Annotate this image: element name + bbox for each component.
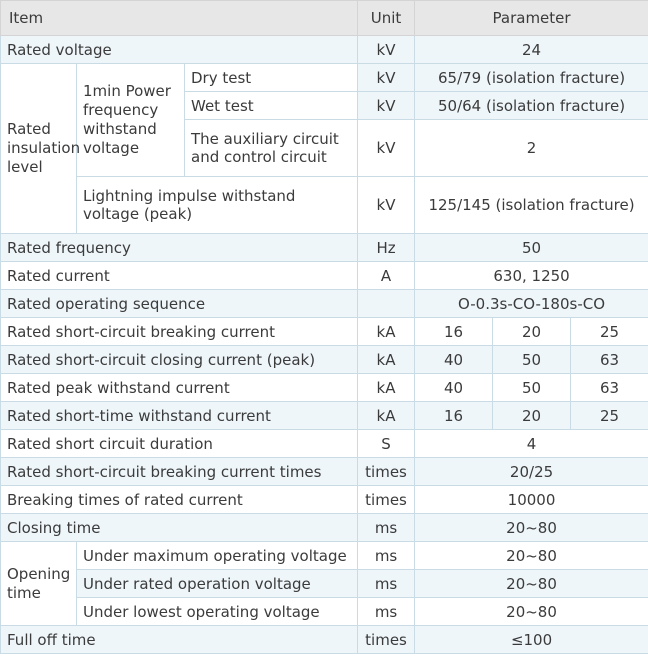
table-row	[1, 542, 648, 570]
row-value: 125/145 (isolation fracture)	[415, 177, 648, 234]
row-unit	[358, 290, 415, 318]
power-frequency-label: 1min Power frequency withstand voltage	[77, 64, 185, 177]
opening-group-label: Opening time	[1, 542, 77, 626]
row-value: 25	[571, 318, 648, 346]
row-label: Breaking times of rated current	[1, 486, 358, 514]
row-value: 40	[415, 374, 493, 402]
row-unit: times	[358, 458, 415, 486]
table-row	[1, 570, 648, 598]
table-row	[1, 598, 648, 626]
table-row	[1, 374, 648, 402]
table-row	[1, 290, 648, 318]
row-label: Rated frequency	[1, 234, 358, 262]
row-label: Rated voltage	[1, 36, 358, 64]
row-value: 20~80	[415, 542, 648, 570]
row-label: Rated short-circuit closing current (peak)	[1, 346, 358, 374]
table-row	[1, 486, 648, 514]
row-label: Lightning impulse withstand voltage (peak)	[77, 177, 358, 234]
row-unit: ms	[358, 542, 415, 570]
row-value: 65/79 (isolation fracture)	[415, 64, 648, 92]
row-unit: kA	[358, 402, 415, 430]
row-label: Dry test	[185, 64, 358, 92]
row-unit: kV	[358, 120, 415, 177]
row-value: 20	[493, 318, 571, 346]
row-value: 40	[415, 346, 493, 374]
table-row	[1, 346, 648, 374]
row-label: Closing time	[1, 514, 358, 542]
row-label: Under rated operation voltage	[77, 570, 358, 598]
row-value: 20~80	[415, 514, 648, 542]
row-unit: Hz	[358, 234, 415, 262]
header-unit: Unit	[358, 1, 415, 36]
table-row	[1, 262, 648, 290]
row-value: 630, 1250	[415, 262, 648, 290]
row-value: 20/25	[415, 458, 648, 486]
row-unit: kV	[358, 177, 415, 234]
row-value: 63	[571, 374, 648, 402]
row-unit: kV	[358, 92, 415, 120]
table-row	[1, 514, 648, 542]
row-unit: kA	[358, 374, 415, 402]
row-unit: times	[358, 486, 415, 514]
row-label: Rated current	[1, 262, 358, 290]
row-value: 25	[571, 402, 648, 430]
row-unit: kV	[358, 36, 415, 64]
row-value: 20	[493, 402, 571, 430]
row-value: 50	[493, 346, 571, 374]
row-unit: A	[358, 262, 415, 290]
row-value: 16	[415, 402, 493, 430]
row-label: Full off time	[1, 626, 358, 654]
row-value: O-0.3s-CO-180s-CO	[415, 290, 648, 318]
row-value: 24	[415, 36, 648, 64]
row-value: 50	[493, 374, 571, 402]
row-unit: ms	[358, 570, 415, 598]
row-value: 10000	[415, 486, 648, 514]
row-value: 2	[415, 120, 648, 177]
header-parameter: Parameter	[415, 1, 648, 36]
row-label: Rated short-circuit breaking current times	[1, 458, 358, 486]
table-row	[1, 430, 648, 458]
row-value: 16	[415, 318, 493, 346]
row-unit: times	[358, 626, 415, 654]
header-row	[1, 1, 648, 36]
row-label: The auxiliary circuit and control circuit	[185, 120, 358, 177]
row-unit: ms	[358, 514, 415, 542]
row-value: 4	[415, 430, 648, 458]
row-label: Rated short-time withstand current	[1, 402, 358, 430]
table-row	[1, 458, 648, 486]
row-unit: S	[358, 430, 415, 458]
table-row	[1, 64, 648, 92]
table-row	[1, 177, 648, 234]
row-unit: kA	[358, 318, 415, 346]
table-row	[1, 36, 648, 64]
row-value: 50/64 (isolation fracture)	[415, 92, 648, 120]
row-unit: kV	[358, 64, 415, 92]
table-row	[1, 402, 648, 430]
row-label: Rated peak withstand current	[1, 374, 358, 402]
row-value: 20~80	[415, 598, 648, 626]
table-row	[1, 234, 648, 262]
row-value: 20~80	[415, 570, 648, 598]
row-label: Rated short circuit duration	[1, 430, 358, 458]
row-label: Under maximum operating voltage	[77, 542, 358, 570]
table-row	[1, 626, 648, 654]
row-value: 50	[415, 234, 648, 262]
row-label: Rated operating sequence	[1, 290, 358, 318]
table-row	[1, 318, 648, 346]
row-label: Rated short-circuit breaking current	[1, 318, 358, 346]
row-value: 63	[571, 346, 648, 374]
row-value: ≤100	[415, 626, 648, 654]
header-item: Item	[1, 1, 358, 36]
row-label: Wet test	[185, 92, 358, 120]
row-unit: ms	[358, 598, 415, 626]
row-unit: kA	[358, 346, 415, 374]
row-label: Under lowest operating voltage	[77, 598, 358, 626]
insulation-group-label: Rated insulation level	[1, 64, 77, 234]
